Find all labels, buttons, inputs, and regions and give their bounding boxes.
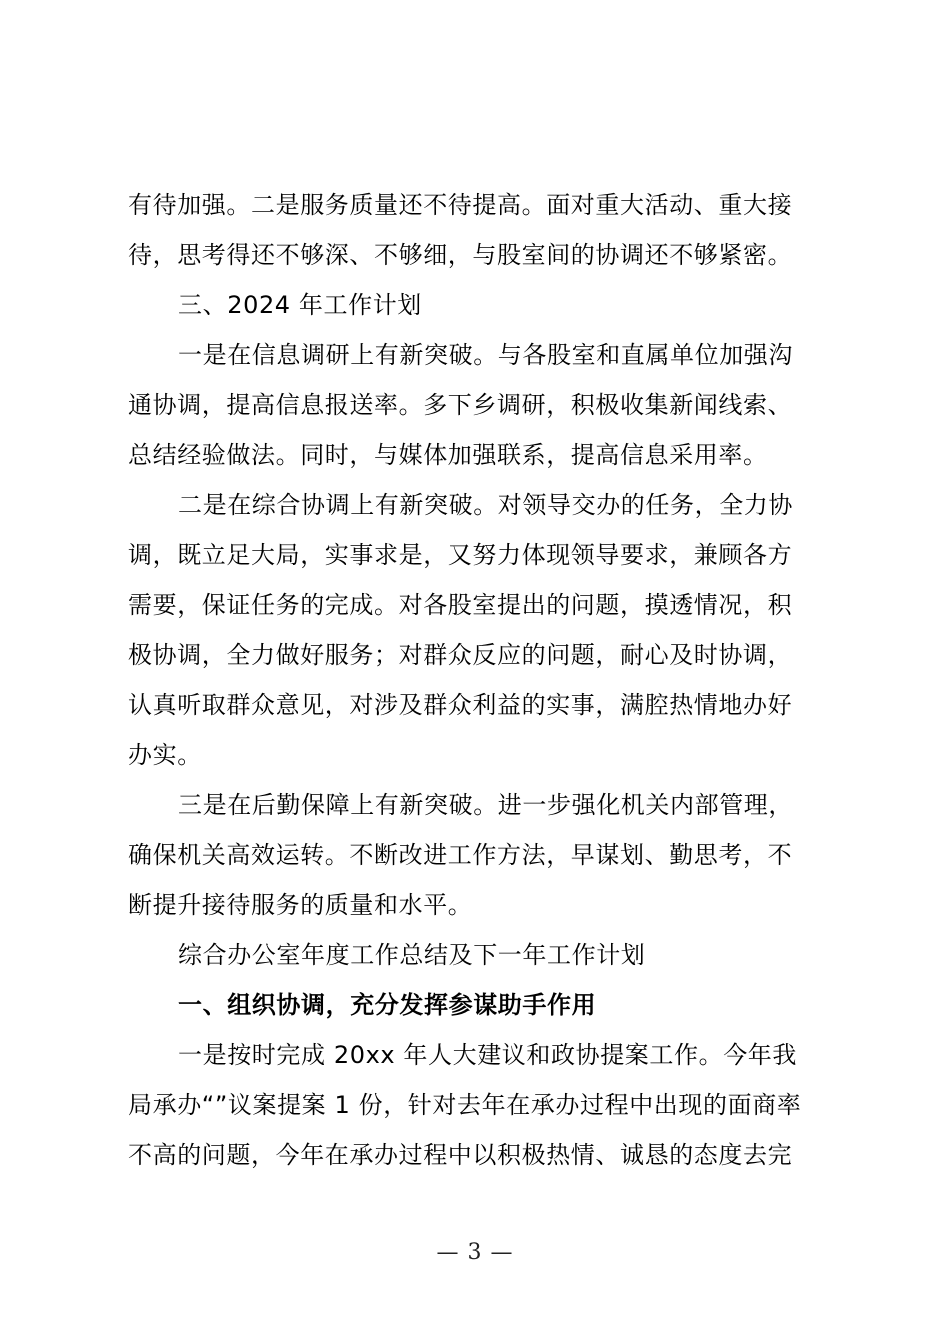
paragraph-line: 总结经验做法。同时，与媒体加强联系，提高信息采用率。 [128,441,768,469]
paragraph-line: 局承办“”议案提案 1 份，针对去年在承办过程中出现的面商率 [128,1091,802,1119]
paragraph-line: 通协调，提高信息报送率。多下乡调研，积极收集新闻线索、 [128,391,793,419]
paragraph-line: 一是按时完成 20xx 年人大建议和政协提案工作。今年我 [178,1041,798,1069]
paragraph-line: 三是在后勤保障上有新突破。进一步强化机关内部管理， [178,791,793,819]
paragraph-line: 待，思考得还不够深、不够细，与股室间的协调还不够紧密。 [128,241,793,269]
paragraph-line: 二是在综合协调上有新突破。对领导交办的任务，全力协 [178,491,793,519]
paragraph-line: 有待加强。二是服务质量还不待提高。面对重大活动、重大接 [128,191,793,219]
paragraph-line: 一是在信息调研上有新突破。与各股室和直属单位加强沟 [178,341,793,369]
page-number: — 3 — [436,1240,514,1265]
paragraph-line: 认真听取群众意见，对涉及群众利益的实事，满腔热情地办好 [128,691,793,719]
paragraph-line: 需要，保证任务的完成。对各股室提出的问题，摸透情况，积 [128,591,793,619]
paragraph-line: 办实。 [128,741,202,769]
section-heading: 三、2024 年工作计划 [178,291,422,319]
paragraph-line: 确保机关高效运转。不断改进工作方法，早谋划、勤思考，不 [128,841,793,869]
paragraph-line: 调，既立足大局，实事求是，又努力体现领导要求，兼顾各方 [128,541,793,569]
paragraph-line: 不高的问题，今年在承办过程中以积极热情、诚恳的态度去完 [128,1141,793,1169]
paragraph-line: 断提升接待服务的质量和水平。 [128,891,473,919]
paragraph-line: 极协调，全力做好服务；对群众反应的问题，耐心及时协调， [128,641,793,669]
document-title: 综合办公室年度工作总结及下一年工作计划 [178,941,646,969]
section-heading: 一、组织协调，充分发挥参谋助手作用 [178,991,597,1019]
